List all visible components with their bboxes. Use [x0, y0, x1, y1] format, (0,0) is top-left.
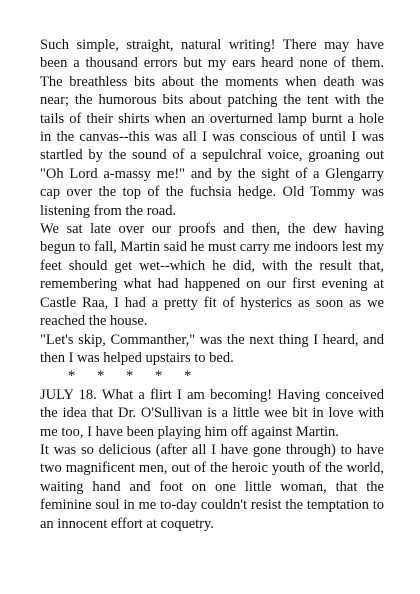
page-text: [40, 36, 384, 533]
paragraph-july-18: JULY 18. What a flirt I am becoming! Having conceived the idea that Dr. O'Sullivan is a little wee bit in love with me too, I have been playing him off against Martin.: [40, 386, 384, 440]
paragraph-coquetry: It was so delicious (after all I have gone through) to have two magnificent men, out of the heroic youth of the world, waiting hand and foot on one little woman, that the feminine soul in me to-day couldn't resist the temptation to an innocent effort at coquetry.: [40, 441, 384, 532]
paragraph-lets-skip: "Let's skip, Commanther," was the next thing I heard, and then I was helped upstairs to bed.: [40, 331, 384, 366]
paragraph-reading-proofs: Such simple, straight, natural writing! There may have been a thousand errors but my ears heard none of them. The breathless bits about the moments when death was near; the humorous bits about patching the tent with the tails of their shirts when an overturned lamp burnt a hole in the canvas--this was all I was conscious of until I was startled by the sound of a sepulchral voice, groaning out "Oh Lord a-massy me!" and by the sight of a Glengarry cap over the top of the fuchsia hedge. Old Tommy was listening from the road.: [40, 37, 384, 219]
paragraph-carried-indoors: We sat late over our proofs and then, the dew having begun to fall, Martin said he must carry me indoors lest my feet should get wet--which he did, with the result that, remembering what had happened on our first evening at Castle Raa, I had a pretty fit of hysterics as soon as we reached the house.: [40, 221, 384, 330]
section-divider: * * * * *: [68, 368, 192, 385]
